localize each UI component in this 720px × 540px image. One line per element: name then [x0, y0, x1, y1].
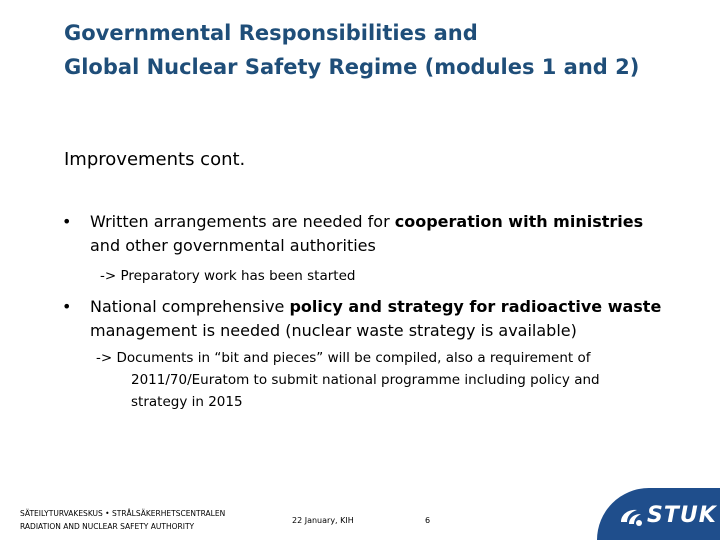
slide-title [64, 16, 704, 84]
slide-title-line2: Global Nuclear Safety Regime (modules 1 and 2) [64, 55, 640, 79]
bullet-2-line1 [90, 295, 661, 319]
bullet-2-subnote-line3: strategy in 2015 [131, 394, 243, 410]
bullet-1-text: Written arrangements are needed for [90, 212, 395, 231]
bullet-1-subnote: -> Preparatory work has been started [100, 268, 356, 284]
bullet-dot: • [62, 297, 72, 316]
bullet-1-emphasis: cooperation with ministries [394, 212, 644, 231]
stuk-logo-text: STUK [647, 503, 717, 528]
bullet-dot: • [62, 212, 72, 231]
bullet-2-subnote-line1: -> Documents in “bit and pieces” will be compiled, also a requirement of [96, 350, 591, 366]
bullet-1-line2: and other governmental authorities [90, 236, 376, 255]
bullet-2-subnote-line2: 2011/70/Euratom to submit national programme including policy and [131, 372, 600, 388]
stuk-logo [597, 488, 720, 540]
stuk-logo-mark-icon [619, 506, 645, 532]
footer-organization [20, 507, 225, 533]
slide-subtitle: Improvements cont. [64, 149, 246, 170]
bullet-2-line2: management is needed (nuclear waste strategy is available) [90, 321, 577, 340]
bullet-1-line1 [90, 210, 643, 234]
bullet-2-emphasis: policy and strategy for radioactive waste [289, 297, 662, 316]
slide-title-line1: Governmental Responsibilities and [64, 21, 478, 45]
page-number: 6 [425, 516, 431, 525]
footer-org-line1: SÄTEILYTURVAKESKUS • STRÅLSÄKERHETSCENTRALEN [20, 509, 226, 518]
bullet-2-text: National comprehensive [90, 297, 290, 316]
footer-org-line2: RADIATION AND NUCLEAR SAFETY AUTHORITY [20, 522, 195, 531]
footer-date: 22 January, KIH [292, 516, 354, 525]
